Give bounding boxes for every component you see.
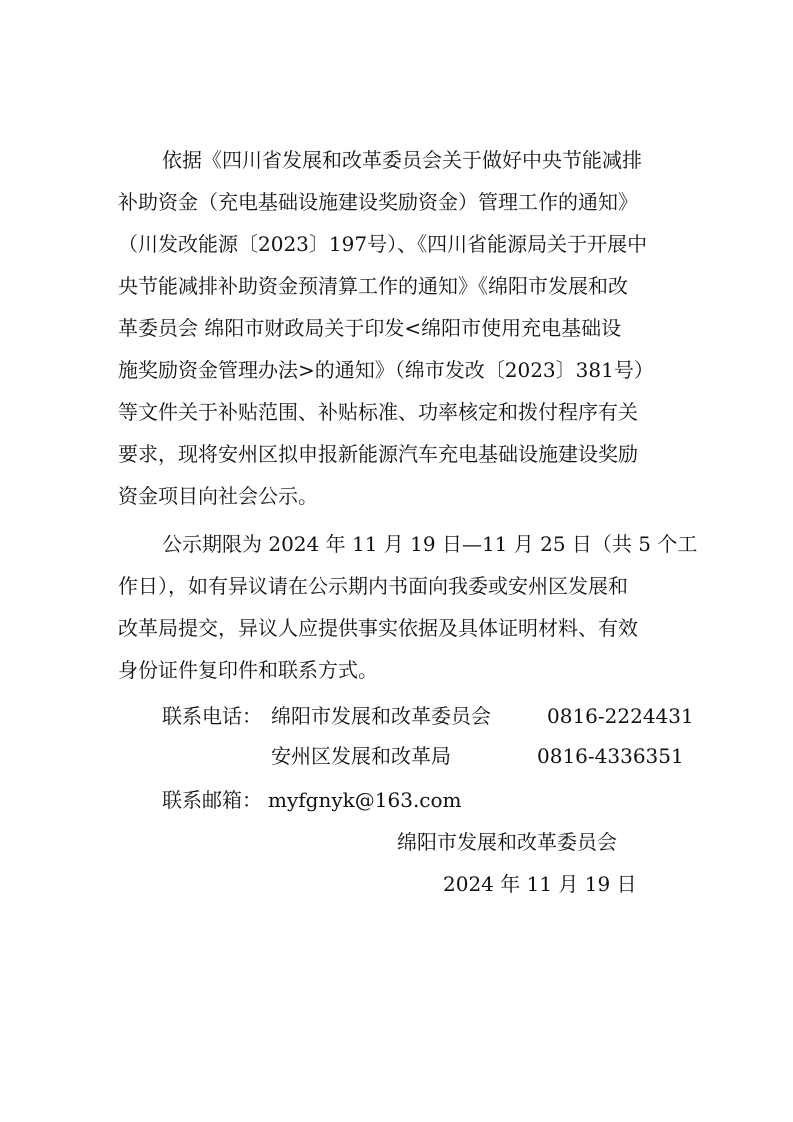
paragraph1-line-8: 要求，现将安州区拟申报新能源汽车充电基础设施建设奖励 [118,442,638,466]
signature-org: 绵阳市发展和改革委员会 [397,830,617,854]
contact-phone-1: 0816-2224431 [547,704,694,728]
contact-name-2: 安州区发展和改革局 [271,744,451,768]
paragraph2-line-3: 改革局提交，异议人应提供事实依据及具体证明材料、有效 [118,616,638,640]
paragraph1-line-1: 依据《四川省发展和改革委员会关于做好中央节能减排 [162,148,642,172]
contact-name-1: 绵阳市发展和改革委员会 [271,704,491,728]
paragraph2-line-4: 身份证件复印件和联系方式。 [118,658,378,682]
contact-email: myfgnyk@163.com [268,788,462,812]
paragraph1-line-5: 革委员会 绵阳市财政局关于印发<绵阳市使用充电基础设 [118,316,622,340]
paragraph2-line-1: 公示期限为 2024 年 11 月 19 日—11 月 25 日（共 5 个工 [162,532,698,556]
contact-phone-2: 0816-4336351 [537,744,684,768]
paragraph1-line-9: 资金项目向社会公示。 [118,484,318,508]
contact-email-label: 联系邮箱： [162,788,262,812]
paragraph1-line-3: （川发改能源〔2023〕197号）、《四川省能源局关于开展中 [118,232,648,256]
signature-date: 2024 年 11 月 19 日 [443,872,637,896]
paragraph1-line-4: 央节能减排补助资金预清算工作的通知》《绵阳市发展和改 [118,274,628,298]
contact-phone-label: 联系电话： [162,704,262,728]
paragraph2-line-2: 作日），如有异议请在公示期内书面向我委或安州区发展和 [118,574,628,598]
paragraph1-line-6: 施奖励资金管理办法>的通知》（绵市发改〔2023〕381号） [118,358,654,382]
paragraph1-line-7: 等文件关于补贴范围、补贴标准、功率核定和拨付程序有关 [118,400,638,424]
paragraph1-line-2: 补助资金（充电基础设施建设奖励资金）管理工作的通知》 [118,190,638,214]
